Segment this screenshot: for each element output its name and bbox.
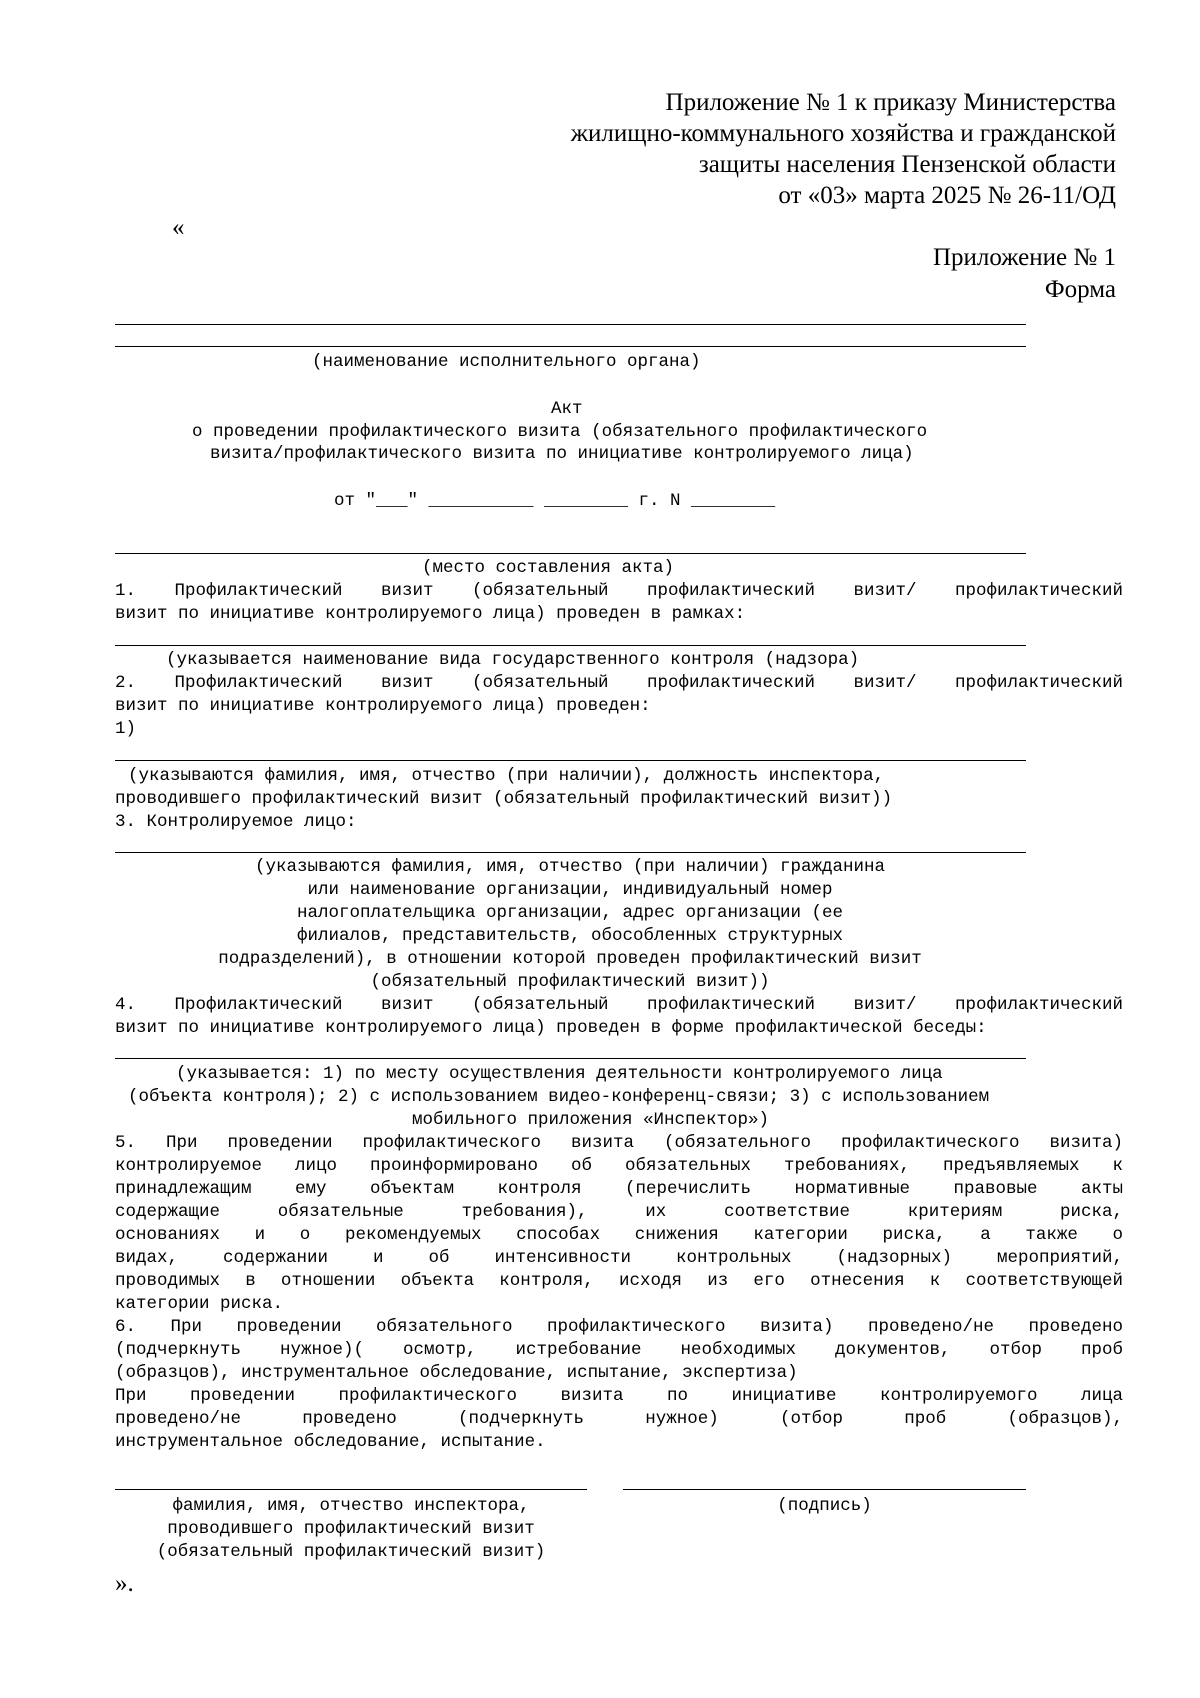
item5-line-3: принадлежащим ему объектам контроля (перечислить нормативные правовые акты	[115, 1179, 1123, 1199]
item6-line-5: проведено/не проведено (подчеркнуть нужное) (отбор проб (образцов),	[115, 1409, 1123, 1429]
item1-line	[115, 645, 1026, 646]
item1-line2: визит по инициативе контролируемого лица) проведен в рамках:	[115, 604, 746, 624]
item6-line-3: (образцов), инструментальное обследование, испытание, экспертиза)	[115, 1363, 798, 1383]
org-line-2	[115, 346, 1026, 347]
org-caption: (наименование исполнительного органа)	[312, 352, 701, 372]
header-line-2: жилищно-коммунального хозяйства и гражданской	[570, 120, 1116, 147]
item5-line-1: 5. При проведении профилактического визита (обязательного профилактического визита)	[115, 1133, 1123, 1153]
item3-line	[115, 852, 1026, 853]
item4-line	[115, 1058, 1026, 1059]
item2-line3: 1)	[115, 719, 137, 739]
item1-caption: (указывается наименование вида государственного контроля (надзора)	[166, 650, 860, 670]
header-line-3: защиты населения Пензенской области	[698, 151, 1116, 178]
closing-quote: ».	[115, 1570, 134, 1597]
item4-line2: визит по инициативе контролируемого лица) проведен в форме профилактической беседы:	[115, 1018, 987, 1038]
signature-line	[623, 1489, 1026, 1490]
item3-caption-1: (указываются фамилия, имя, отчество (при наличии) гражданина	[254, 857, 886, 877]
place-caption: (место составления акта)	[422, 558, 675, 578]
item3-caption-4: филиалов, представительств, обособленных структурных	[296, 926, 844, 946]
item2-caption-2: проводившего профилактический визит (обязательный профилактический визит))	[115, 789, 893, 809]
inspector-caption-2: проводившего профилактический визит	[167, 1519, 535, 1539]
item5-last: категории риска.	[115, 1294, 284, 1314]
inspector-caption-1: фамилия, имя, отчество инспектора,	[172, 1496, 530, 1516]
act-subtitle-1: о проведении профилактического визита (обязательного профилактического	[192, 422, 928, 442]
item3-caption-5: подразделений), в отношении которой проведен профилактический визит	[218, 949, 922, 969]
item2-line2: визит по инициативе контролируемого лица) проведен:	[115, 696, 651, 716]
item6-last: инструментальное обследование, испытание.	[115, 1432, 546, 1452]
item5-line-5: основаниях и о рекомендуемых способах снижения категории риска, а также о	[115, 1225, 1123, 1245]
act-subtitle-2: визита/профилактического визита по инициативе контролируемого лица)	[210, 444, 914, 464]
item4-caption-2: (объекта контроля); 2) с использованием видео-конференц-связи; 3) с использованием	[128, 1087, 990, 1107]
item6-line-4: При проведении профилактического визита по инициативе контролируемого лица	[115, 1386, 1123, 1406]
appendix-label: Приложение № 1	[932, 244, 1116, 271]
item2-line	[115, 760, 1026, 761]
item6-line-1: 6. При проведении обязательного профилактического визита) проведено/не проведено	[115, 1317, 1123, 1337]
item6-line-2: (подчеркнуть нужное)( осмотр, истребование необходимых документов, отбор проб	[115, 1340, 1123, 1360]
org-line-1	[115, 324, 1026, 325]
item2-line1: 2. Профилактический визит (обязательный профилактический визит/ профилактический	[115, 673, 1123, 693]
inspector-name-line	[115, 1489, 587, 1490]
item5-line-6: видах, содержании и об интенсивности контрольных (надзорных) мероприятий,	[115, 1248, 1123, 1268]
item4-caption-1: (указывается: 1) по месту осуществления деятельности контролируемого лица	[176, 1064, 943, 1084]
header-line-1: Приложение № 1 к приказу Министерства	[665, 89, 1116, 116]
header-line-4: от «03» марта 2025 № 26-11/ОД	[778, 182, 1116, 209]
open-quote: «	[172, 214, 185, 241]
form-label: Форма	[1044, 276, 1116, 303]
item2-caption-1: (указываются фамилия, имя, отчество (при наличии), должность инспектора,	[128, 766, 885, 786]
item3-caption-6: (обязательный профилактический визит))	[370, 972, 770, 992]
inspector-caption-3: (обязательный профилактический визит)	[156, 1542, 546, 1562]
item5-line-4: содержащие обязательные требования), их соответствие критериям риска,	[115, 1202, 1123, 1222]
item3-text: 3. Контролируемое лицо:	[115, 812, 357, 832]
item4-line1: 4. Профилактический визит (обязательный профилактический визит/ профилактический	[115, 995, 1123, 1015]
item1-line1: 1. Профилактический визит (обязательный профилактический визит/ профилактический	[115, 581, 1123, 601]
item3-caption-2: или наименование организации, индивидуальный номер	[307, 880, 833, 900]
act-date-line: от "___" __________ ________ г. N ________	[334, 491, 776, 511]
item3-caption-3: налогоплательщика организации, адрес организации (ее	[296, 903, 844, 923]
item5-line-2: контролируемое лицо проинформировано об обязательных требованиях, предъявляемых к	[115, 1156, 1123, 1176]
signature-caption: (подпись)	[777, 1496, 872, 1516]
item5-line-7: проводимых в отношении объекта контроля, исходя из его отнесения к соответствующей	[115, 1271, 1123, 1291]
act-title: Акт	[551, 399, 583, 419]
place-line	[115, 553, 1026, 554]
item4-caption-3: мобильного приложения «Инспектор»)	[412, 1110, 770, 1130]
